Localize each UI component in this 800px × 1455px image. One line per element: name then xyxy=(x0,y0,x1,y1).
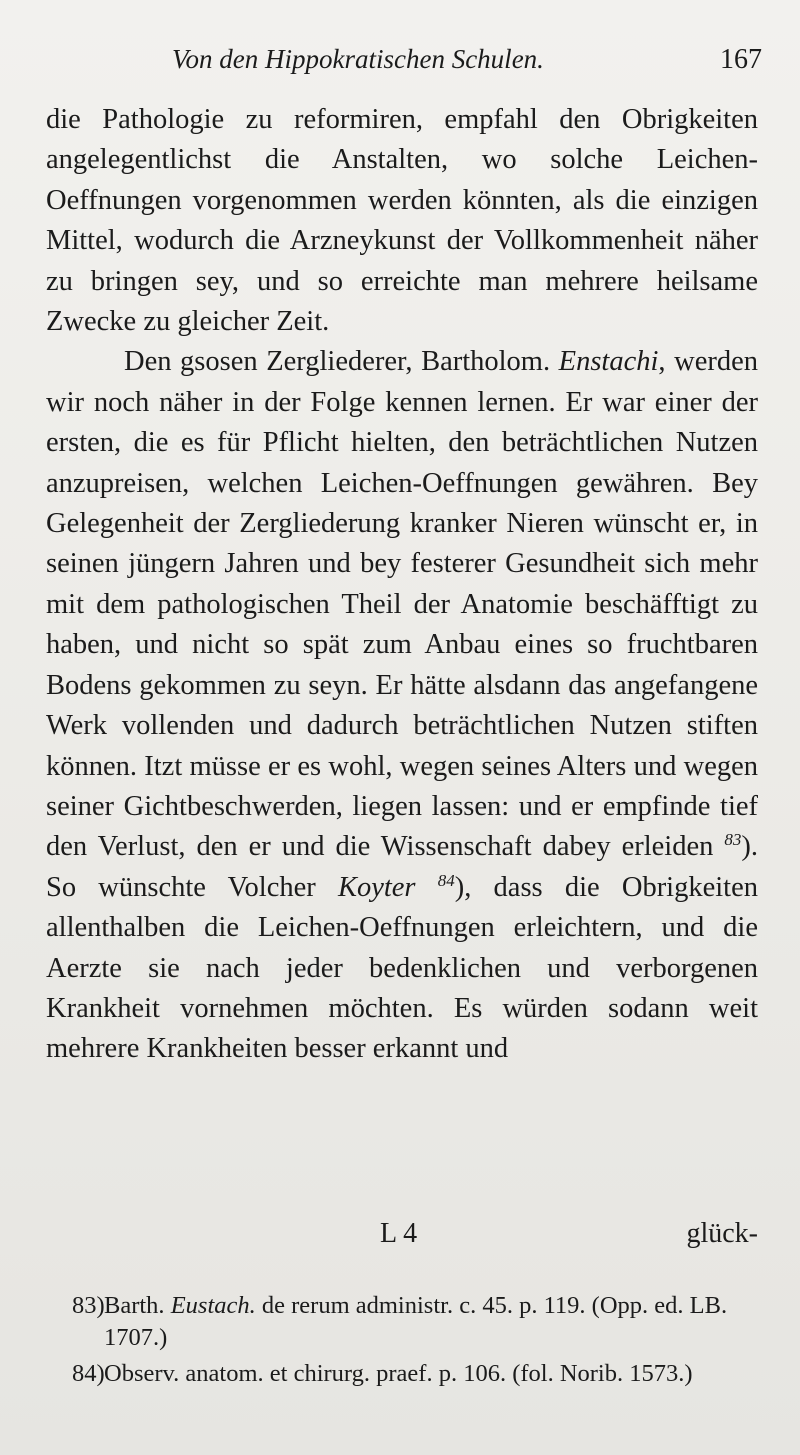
paragraph-2-part-3: ). So wünschte Volcher xyxy=(46,831,759,903)
footnote-84 xyxy=(72,1358,754,1390)
main-text xyxy=(46,100,758,1070)
footnotes xyxy=(72,1290,754,1394)
footnote-italic: Eustach. xyxy=(170,1292,256,1319)
running-title: Von den Hippokratischen Schulen. xyxy=(172,44,544,74)
footnote-text: de rerum administr. c. 45. p. 119. (Opp. ed. LB. 1707.) xyxy=(104,1292,728,1351)
footnote-number: 83) xyxy=(72,1292,105,1319)
footnote-83 xyxy=(72,1290,754,1354)
paragraph-2-part-4: ), dass die Obrigkeiten allenthalben die Leichen-Oeffnungen erleichtern, und die Aerzte sie nach jeder bedenklichen und verborgenen Krankheit vornehmen möchten. Es würden sodann weit mehrere Krankheiten besser erkannt und xyxy=(46,871,758,1065)
footnote-ref-84: 84 xyxy=(437,870,455,890)
footnote-number: 84) xyxy=(72,1360,105,1387)
page-number: 167 xyxy=(720,44,762,75)
paragraph-2 xyxy=(46,342,758,1069)
running-header xyxy=(172,44,762,75)
name-eustachi: Enstachi xyxy=(558,346,659,378)
paragraph-2-part-1: Den gsosen Zergliederer, Bartholom. xyxy=(124,346,551,378)
footnote-text: Observ. anatom. et chirurg. praef. p. 106. (fol. Norib. 1573.) xyxy=(104,1360,693,1387)
name-koyter: Koyter xyxy=(337,871,416,903)
paragraph-2-part-2: , werden wir noch näher in der Folge kennen lernen. Er war einer der ersten, die es für Pflicht hielten, den beträchtlichen Nutzen anzupreisen, welchen Leichen-Oeffnungen gewähren. Bey Gelegenheit der Zergliederung kranker Nieren wünscht er, in seinen jüngern Jahren und bey festerer Gesundheit sich mehr mit dem pathologischen Theil der Anatomie beschäfftigt zu haben, und nicht so spät zum Anbau eines so fruchtbaren Bodens gekommen zu seyn. Er hätte alsdann das angefangene Werk vollenden und dadurch beträchtlichen Nutzen stiften können. Itzt müsse er es wohl, wegen seines Alters und wegen seiner Gichtbeschwerden, liegen lassen: und er empfinde tief den Verlust, den er und die Wissenschaft dabey erleiden xyxy=(46,346,758,863)
paragraph-1: die Pathologie zu reformiren, empfahl den Obrigkeiten angelegentlichst die Anstalten, wo solche Leichen-Oeffnungen vorgenommen werden könnten, als die einzigen Mittel, wodurch die Arzneykunst der Vollkommenheit näher zu bringen sey, und so erreichte man mehrere heilsame Zwecke zu gleicher Zeit. xyxy=(46,104,758,338)
signature-mark: L 4 xyxy=(380,1218,418,1249)
footnote-ref-83: 83 xyxy=(724,830,742,850)
footnote-text: Barth. xyxy=(104,1292,165,1319)
catchword: glück- xyxy=(686,1218,758,1249)
